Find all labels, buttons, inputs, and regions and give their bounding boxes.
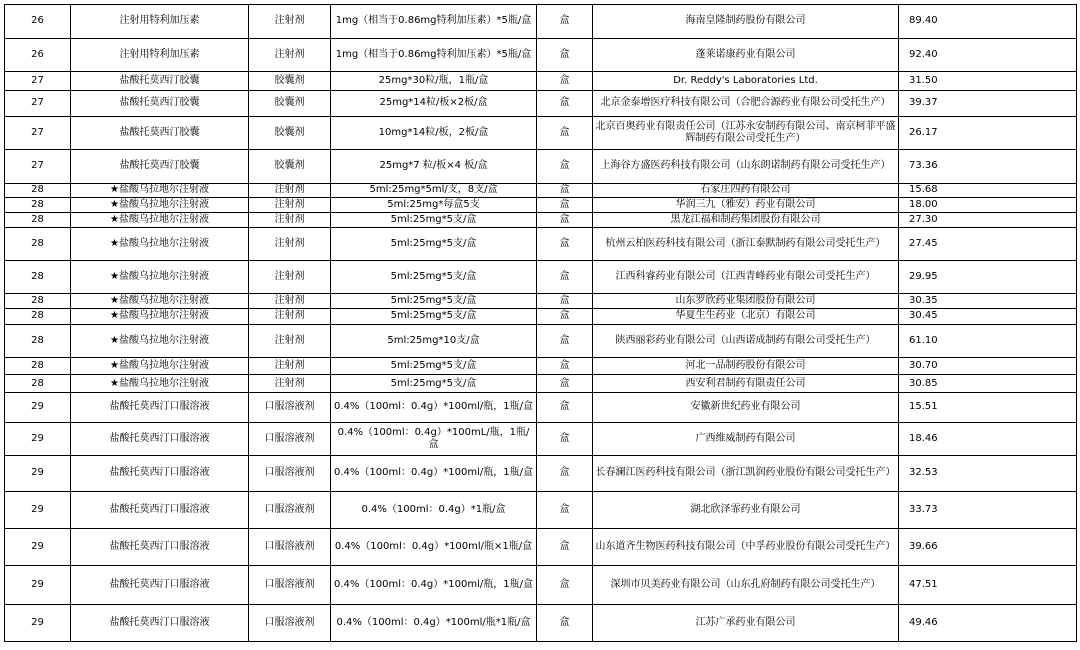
dosage-form-cell: 胶囊剂 xyxy=(249,90,331,116)
drug-name-cell: ★盐酸乌拉地尔注射液 xyxy=(71,375,249,392)
row-number-cell: 29 xyxy=(5,392,71,422)
price-cell: 15.68 xyxy=(899,183,1077,197)
package-unit-cell: 盒 xyxy=(537,492,593,529)
price-cell: 61.10 xyxy=(899,324,1077,358)
price-cell: 27.30 xyxy=(899,212,1077,227)
package-unit-cell: 盒 xyxy=(537,228,593,261)
table-row xyxy=(5,529,1077,566)
dosage-form-cell: 注射剂 xyxy=(249,5,331,39)
manufacturer-cell: 陕西丽彩药业有限公司（山西诺成制药有限公司受托生产） xyxy=(593,324,899,358)
dosage-form-cell: 口服溶液剂 xyxy=(249,566,331,605)
specification-cell: 25mg*14粒/板×2板/盒 xyxy=(331,90,537,116)
price-cell: 73.36 xyxy=(899,150,1077,184)
specification-cell: 5ml:25mg*5支/盒 xyxy=(331,212,537,227)
dosage-form-cell: 胶囊剂 xyxy=(249,72,331,90)
specification-cell: 1mg（相当于0.86mg特利加压素）*5瓶/盒 xyxy=(331,5,537,39)
manufacturer-cell: 华润三九（雅安）药业有限公司 xyxy=(593,197,899,212)
row-number-cell: 29 xyxy=(5,566,71,605)
package-unit-cell: 盒 xyxy=(537,197,593,212)
dosage-form-cell: 口服溶液剂 xyxy=(249,455,331,492)
manufacturer-cell: 黑龙江福和制药集团股份有限公司 xyxy=(593,212,899,227)
row-number-cell: 29 xyxy=(5,455,71,492)
drug-name-cell: ★盐酸乌拉地尔注射液 xyxy=(71,358,249,375)
dosage-form-cell: 胶囊剂 xyxy=(249,116,331,150)
row-number-cell: 27 xyxy=(5,150,71,184)
package-unit-cell: 盒 xyxy=(537,116,593,150)
dosage-form-cell: 胶囊剂 xyxy=(249,150,331,184)
drug-name-cell: ★盐酸乌拉地尔注射液 xyxy=(71,294,249,309)
price-cell: 30.70 xyxy=(899,358,1077,375)
dosage-form-cell: 注射剂 xyxy=(249,197,331,212)
drug-name-cell: 盐酸托莫西汀口服溶液 xyxy=(71,605,249,642)
drug-name-cell: ★盐酸乌拉地尔注射液 xyxy=(71,260,249,294)
manufacturer-cell: 北京金泰增医疗科技有限公司（合肥合源药业有限公司受托生产） xyxy=(593,90,899,116)
table-row xyxy=(5,197,1077,212)
manufacturer-cell: 长春澜江医药科技有限公司（浙江凯润药业股份有限公司受托生产） xyxy=(593,455,899,492)
price-cell: 49.46 xyxy=(899,605,1077,642)
manufacturer-cell: 广西维威制药有限公司 xyxy=(593,423,899,456)
dosage-form-cell: 注射剂 xyxy=(249,228,331,261)
drug-name-cell: ★盐酸乌拉地尔注射液 xyxy=(71,212,249,227)
package-unit-cell: 盒 xyxy=(537,358,593,375)
specification-cell: 0.4%（100ml：0.4g）*100ml/瓶，1瓶/盒 xyxy=(331,455,537,492)
row-number-cell: 27 xyxy=(5,72,71,90)
drug-name-cell: 盐酸托莫西汀胶囊 xyxy=(71,90,249,116)
package-unit-cell: 盒 xyxy=(537,260,593,294)
table-row xyxy=(5,228,1077,261)
manufacturer-cell: Dr. Reddy's Laboratories Ltd. xyxy=(593,72,899,90)
dosage-form-cell: 注射剂 xyxy=(249,358,331,375)
row-number-cell: 28 xyxy=(5,197,71,212)
drug-name-cell: 盐酸托莫西汀口服溶液 xyxy=(71,423,249,456)
dosage-form-cell: 注射剂 xyxy=(249,38,331,72)
price-cell: 89.40 xyxy=(899,5,1077,39)
manufacturer-cell: 深圳市贝美药业有限公司（山东孔府制药有限公司受托生产） xyxy=(593,566,899,605)
specification-cell: 0.4%（100ml：0.4g）*100ml/瓶，1瓶/盒 xyxy=(331,392,537,422)
manufacturer-cell: 上海谷方盛医药科技有限公司（山东朗诺制药有限公司受托生产） xyxy=(593,150,899,184)
row-number-cell: 27 xyxy=(5,90,71,116)
price-cell: 18.46 xyxy=(899,423,1077,456)
table-row xyxy=(5,294,1077,309)
manufacturer-cell: 山东道齐生物医药科技有限公司（中孚药业股份有限公司受托生产） xyxy=(593,529,899,566)
price-cell: 30.85 xyxy=(899,375,1077,392)
table-row xyxy=(5,72,1077,90)
table-row xyxy=(5,392,1077,422)
drug-name-cell: 盐酸托莫西汀胶囊 xyxy=(71,150,249,184)
table-row xyxy=(5,309,1077,324)
drug-name-cell: ★盐酸乌拉地尔注射液 xyxy=(71,197,249,212)
table-row xyxy=(5,566,1077,605)
table-row xyxy=(5,324,1077,358)
package-unit-cell: 盒 xyxy=(537,294,593,309)
package-unit-cell: 盒 xyxy=(537,150,593,184)
price-cell: 39.66 xyxy=(899,529,1077,566)
package-unit-cell: 盒 xyxy=(537,423,593,456)
dosage-form-cell: 口服溶液剂 xyxy=(249,392,331,422)
package-unit-cell: 盒 xyxy=(537,605,593,642)
table-row xyxy=(5,5,1077,39)
manufacturer-cell: 安徽新世纪药业有限公司 xyxy=(593,392,899,422)
manufacturer-cell: 杭州云柏医药科技有限公司（浙江泰默制药有限公司受托生产） xyxy=(593,228,899,261)
manufacturer-cell: 湖北欣泽霏药业有限公司 xyxy=(593,492,899,529)
manufacturer-cell: 海南皇隆制药股份有限公司 xyxy=(593,5,899,39)
package-unit-cell: 盒 xyxy=(537,375,593,392)
price-cell: 15.51 xyxy=(899,392,1077,422)
price-cell: 26.17 xyxy=(899,116,1077,150)
package-unit-cell: 盒 xyxy=(537,455,593,492)
price-cell: 30.35 xyxy=(899,294,1077,309)
drug-name-cell: 盐酸托莫西汀胶囊 xyxy=(71,116,249,150)
manufacturer-cell: 江西科睿药业有限公司（江西青峰药业有限公司受托生产） xyxy=(593,260,899,294)
table-row xyxy=(5,455,1077,492)
table-row xyxy=(5,212,1077,227)
package-unit-cell: 盒 xyxy=(537,392,593,422)
specification-cell: 25mg*7 粒/板×4 板/盒 xyxy=(331,150,537,184)
drug-name-cell: ★盐酸乌拉地尔注射液 xyxy=(71,309,249,324)
price-cell: 33.73 xyxy=(899,492,1077,529)
drug-name-cell: ★盐酸乌拉地尔注射液 xyxy=(71,183,249,197)
table-row xyxy=(5,183,1077,197)
specification-cell: 1mg（相当于0.86mg特利加压素）*5瓶/盒 xyxy=(331,38,537,72)
specification-cell: 0.4%（100ml：0.4g）*100ml/瓶，1瓶/盒 xyxy=(331,566,537,605)
package-unit-cell: 盒 xyxy=(537,529,593,566)
package-unit-cell: 盒 xyxy=(537,72,593,90)
specification-cell: 0.4%（100ml：0.4g）*100ml/瓶*1瓶/盒 xyxy=(331,605,537,642)
specification-cell: 0.4%（100ml：0.4g）*1瓶/盒 xyxy=(331,492,537,529)
price-cell: 30.45 xyxy=(899,309,1077,324)
table-row xyxy=(5,375,1077,392)
row-number-cell: 27 xyxy=(5,116,71,150)
drug-name-cell: 盐酸托莫西汀口服溶液 xyxy=(71,492,249,529)
drug-name-cell: 注射用特利加压素 xyxy=(71,38,249,72)
specification-cell: 5ml:25mg*5支/盒 xyxy=(331,260,537,294)
price-cell: 29.95 xyxy=(899,260,1077,294)
manufacturer-cell: 北京百奥药业有限责任公司（江苏永安制药有限公司、南京柯菲平盛辉制药有限公司受托生产） xyxy=(593,116,899,150)
dosage-form-cell: 注射剂 xyxy=(249,212,331,227)
row-number-cell: 28 xyxy=(5,358,71,375)
price-cell: 27.45 xyxy=(899,228,1077,261)
drug-name-cell: ★盐酸乌拉地尔注射液 xyxy=(71,324,249,358)
package-unit-cell: 盒 xyxy=(537,5,593,39)
dosage-form-cell: 注射剂 xyxy=(249,183,331,197)
manufacturer-cell: 华夏生生药业（北京）有限公司 xyxy=(593,309,899,324)
row-number-cell: 29 xyxy=(5,492,71,529)
drug-name-cell: 盐酸托莫西汀口服溶液 xyxy=(71,392,249,422)
specification-cell: 10mg*14粒/板，2板/盒 xyxy=(331,116,537,150)
drug-name-cell: ★盐酸乌拉地尔注射液 xyxy=(71,228,249,261)
drug-name-cell: 盐酸托莫西汀口服溶液 xyxy=(71,529,249,566)
row-number-cell: 28 xyxy=(5,294,71,309)
dosage-form-cell: 注射剂 xyxy=(249,309,331,324)
specification-cell: 0.4%（100ml：0.4g）*100ml/瓶×1瓶/盒 xyxy=(331,529,537,566)
package-unit-cell: 盒 xyxy=(537,183,593,197)
row-number-cell: 28 xyxy=(5,183,71,197)
package-unit-cell: 盒 xyxy=(537,566,593,605)
table-row xyxy=(5,38,1077,72)
row-number-cell: 28 xyxy=(5,375,71,392)
dosage-form-cell: 注射剂 xyxy=(249,260,331,294)
specification-cell: 5ml:25mg*每盒5支 xyxy=(331,197,537,212)
price-cell: 47.51 xyxy=(899,566,1077,605)
price-cell: 39.37 xyxy=(899,90,1077,116)
dosage-form-cell: 口服溶液剂 xyxy=(249,492,331,529)
specification-cell: 5ml:25mg*10支/盒 xyxy=(331,324,537,358)
table-row xyxy=(5,260,1077,294)
table-row xyxy=(5,492,1077,529)
table-row xyxy=(5,90,1077,116)
manufacturer-cell: 石家庄四药有限公司 xyxy=(593,183,899,197)
package-unit-cell: 盒 xyxy=(537,324,593,358)
dosage-form-cell: 注射剂 xyxy=(249,375,331,392)
price-cell: 18.00 xyxy=(899,197,1077,212)
manufacturer-cell: 西安利君制药有限责任公司 xyxy=(593,375,899,392)
table-body xyxy=(5,5,1077,642)
price-cell: 92.40 xyxy=(899,38,1077,72)
drug-name-cell: 盐酸托莫西汀胶囊 xyxy=(71,72,249,90)
manufacturer-cell: 江苏广承药业有限公司 xyxy=(593,605,899,642)
price-cell: 32.53 xyxy=(899,455,1077,492)
specification-cell: 5ml:25mg*5支/盒 xyxy=(331,375,537,392)
table-row xyxy=(5,423,1077,456)
row-number-cell: 29 xyxy=(5,605,71,642)
row-number-cell: 26 xyxy=(5,5,71,39)
package-unit-cell: 盒 xyxy=(537,309,593,324)
dosage-form-cell: 口服溶液剂 xyxy=(249,605,331,642)
table-row xyxy=(5,605,1077,642)
drug-name-cell: 注射用特利加压素 xyxy=(71,5,249,39)
specification-cell: 5ml:25mg*5支/盒 xyxy=(331,294,537,309)
drug-name-cell: 盐酸托莫西汀口服溶液 xyxy=(71,566,249,605)
row-number-cell: 26 xyxy=(5,38,71,72)
price-cell: 31.50 xyxy=(899,72,1077,90)
package-unit-cell: 盒 xyxy=(537,212,593,227)
package-unit-cell: 盒 xyxy=(537,38,593,72)
specification-cell: 5ml:25mg*5支/盒 xyxy=(331,309,537,324)
drug-name-cell: 盐酸托莫西汀口服溶液 xyxy=(71,455,249,492)
row-number-cell: 28 xyxy=(5,260,71,294)
row-number-cell: 28 xyxy=(5,324,71,358)
table-row xyxy=(5,150,1077,184)
manufacturer-cell: 山东罗欣药业集团股份有限公司 xyxy=(593,294,899,309)
specification-cell: 0.4%（100ml：0.4g）*100mL/瓶，1瓶/盒 xyxy=(331,423,537,456)
specification-cell: 5ml:25mg*5ml/支，8支/盒 xyxy=(331,183,537,197)
specification-cell: 5ml:25mg*5支/盒 xyxy=(331,358,537,375)
dosage-form-cell: 注射剂 xyxy=(249,324,331,358)
drug-price-table xyxy=(4,4,1077,642)
dosage-form-cell: 口服溶液剂 xyxy=(249,529,331,566)
row-number-cell: 28 xyxy=(5,212,71,227)
row-number-cell: 28 xyxy=(5,228,71,261)
table-row xyxy=(5,358,1077,375)
table-row xyxy=(5,116,1077,150)
dosage-form-cell: 口服溶液剂 xyxy=(249,423,331,456)
specification-cell: 5ml:25mg*5支/盒 xyxy=(331,228,537,261)
dosage-form-cell: 注射剂 xyxy=(249,294,331,309)
manufacturer-cell: 蓬莱诺康药业有限公司 xyxy=(593,38,899,72)
package-unit-cell: 盒 xyxy=(537,90,593,116)
row-number-cell: 28 xyxy=(5,309,71,324)
manufacturer-cell: 河北一品制药股份有限公司 xyxy=(593,358,899,375)
row-number-cell: 29 xyxy=(5,423,71,456)
specification-cell: 25mg*30粒/瓶，1瓶/盒 xyxy=(331,72,537,90)
row-number-cell: 29 xyxy=(5,529,71,566)
